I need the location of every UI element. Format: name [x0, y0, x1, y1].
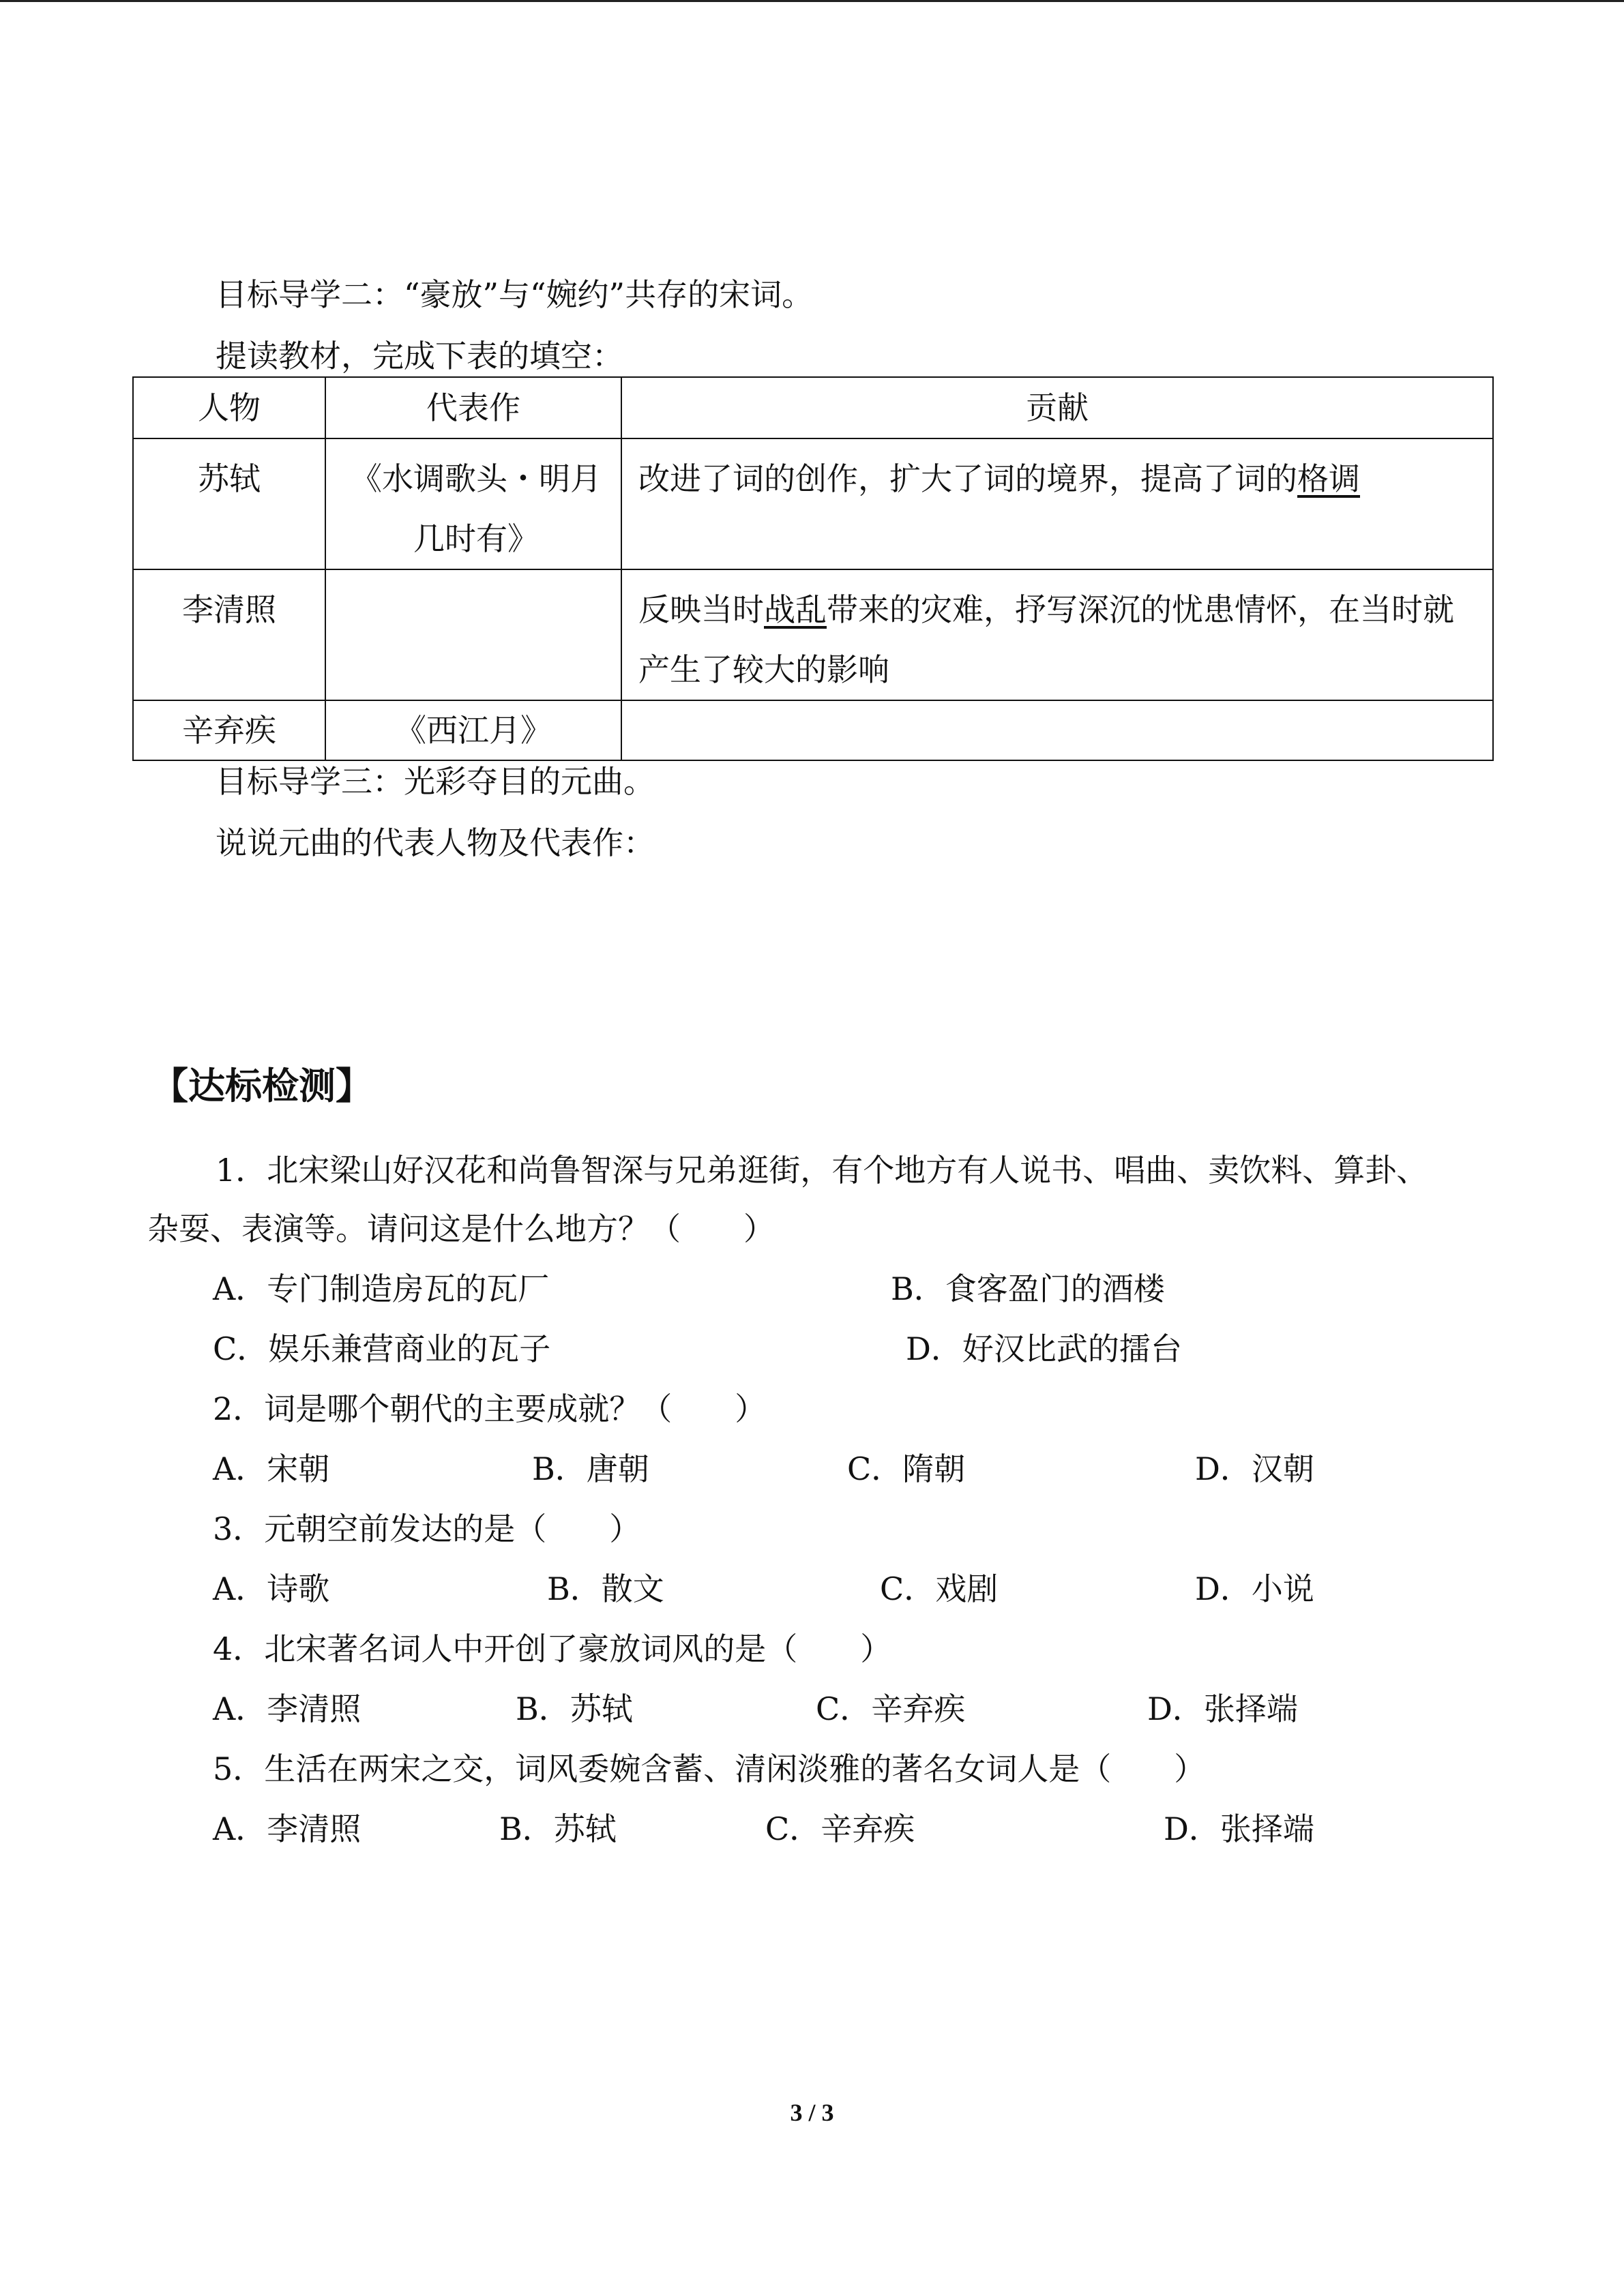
table-row	[133, 438, 1493, 569]
q2-option-d[interactable]: D．汉朝	[1195, 1450, 1314, 1487]
q1-option-b[interactable]: B．食客盈门的酒楼	[891, 1270, 1165, 1307]
contribution-text-end: 带来的灾难，抒写深沉的忧患情怀，在当时就产生了较大的影响	[638, 591, 1454, 688]
header-work: 代表作	[325, 377, 621, 438]
q1-option-d[interactable]: D．好汉比武的擂台	[906, 1330, 1182, 1367]
table-row	[133, 700, 1493, 760]
q1-option-a[interactable]: A．专门制造房瓦的瓦厂	[213, 1270, 550, 1307]
table-row	[133, 569, 1493, 700]
q2-option-a[interactable]: A．宋朝	[213, 1450, 330, 1487]
header-person: 人物	[133, 377, 325, 438]
q5-option-b[interactable]: B．苏轼	[499, 1810, 617, 1847]
question-5: 5．生活在两宋之交，词风委婉含蓄、清闲淡雅的著名女词人是（ ）	[213, 1750, 1206, 1787]
contribution-text: 反映当时	[638, 591, 764, 628]
contribution-underlined: 格调	[1297, 460, 1360, 497]
q3-option-b[interactable]: B．散文	[547, 1570, 664, 1607]
contribution-cell	[622, 570, 1492, 700]
question-1-line1: 1．北宋梁山好汉花和尚鲁智深与兄弟逛街，有个地方有人说书、唱曲、卖饮料、算卦、	[216, 1152, 1428, 1189]
q3-option-a[interactable]: A．诗歌	[213, 1570, 330, 1607]
q4-option-b[interactable]: B．苏轼	[516, 1690, 633, 1727]
section2-title: 目标导学二：“豪放”与“婉约”共存的宋词。	[216, 276, 814, 313]
q3-option-c[interactable]: C．戏剧	[880, 1570, 999, 1607]
quiz-heading: 【达标检测】	[151, 1064, 372, 1107]
song-ci-table	[132, 376, 1494, 761]
q2-option-c[interactable]: C．隋朝	[847, 1450, 966, 1487]
page-number: 3 / 3	[790, 2099, 834, 2126]
top-rule	[0, 0, 1624, 2]
contribution-underlined: 战乱	[764, 591, 827, 628]
work-cell	[326, 570, 621, 580]
work-cell: 《水调歌头・明月几时有》	[351, 460, 602, 557]
q5-option-c[interactable]: C．辛弃疾	[765, 1810, 915, 1847]
q5-option-a[interactable]: A．李清照	[213, 1810, 361, 1847]
header-contribution: 贡献	[621, 377, 1493, 438]
person-cell: 辛弃疾	[133, 700, 325, 760]
q5-option-d[interactable]: D．张择端	[1164, 1810, 1314, 1847]
question-1-line2: 杂耍、表演等。请问这是什么地方？（ ）	[147, 1210, 775, 1247]
q4-option-d[interactable]: D．张择端	[1147, 1690, 1298, 1727]
person-cell: 李清照	[182, 591, 276, 628]
section2-instruction: 提读教材，完成下表的填空：	[216, 338, 623, 374]
q4-option-a[interactable]: A．李清照	[213, 1690, 361, 1727]
work-cell: 《西江月》	[325, 700, 621, 760]
contribution-cell-empty	[621, 700, 1493, 760]
question-3: 3．元朝空前发达的是（ ）	[213, 1510, 641, 1547]
contribution-cell	[622, 439, 1492, 509]
section3-prompt: 说说元曲的代表人物及代表作：	[216, 824, 655, 861]
q1-option-c[interactable]: C．娱乐兼营商业的瓦子	[213, 1330, 551, 1367]
table-header-row	[133, 377, 1493, 438]
contribution-text: 改进了词的创作，扩大了词的境界，提高了词的	[638, 460, 1297, 497]
question-2: 2．词是哪个朝代的主要成就？（ ）	[213, 1390, 767, 1427]
person-cell: 苏轼	[198, 460, 261, 497]
question-4: 4．北宋著名词人中开创了豪放词风的是（ ）	[213, 1630, 892, 1667]
q4-option-c[interactable]: C．辛弃疾	[816, 1690, 966, 1727]
section3-title: 目标导学三：光彩夺目的元曲。	[216, 763, 655, 800]
q2-option-b[interactable]: B．唐朝	[532, 1450, 649, 1487]
q3-option-d[interactable]: D．小说	[1195, 1570, 1314, 1607]
